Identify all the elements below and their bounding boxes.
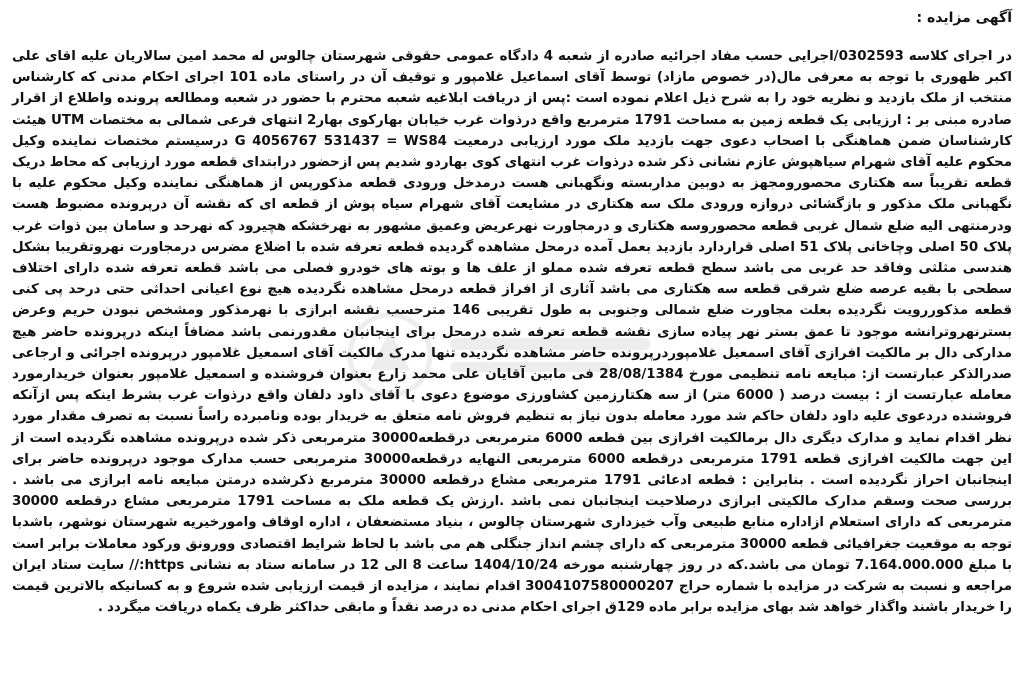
- notice-title: آگهی مزایده :: [916, 10, 1012, 26]
- notice-body-text: در اجرای کلاسه 0302593/اجرایی حسب مفاد اجرائیه صادره از شعبه 4 دادگاه عمومی حقوقی شهرستان چالوس له محمد امین سالاریان علیه اقای علی اکبر ظهوری با توجه به معرفی مال(در خصوص مازاد) توسط آقای اسماعیل غلامپور و توقیف آن در راستای ماده 101 اجرای احکام مدنی که کارشناس منتخب از ملک بازدید و نظریه خود را به شرح ذیل اعلام نموده است :پس از دریافت ابلاغیه شعبه محترم با حضور در شعبه ومطالعه پرونده واطلاع از اقرار صادره مبنی بر : ارزیابی یک قطعه زمین به مساحت 1791 مترمربع واقع درذوات غرب خیابان بهارکوی بهار2 انتهای فرعی شمالی به مختصات UTM هیئت کارشناسان ضمن هماهنگی با اصحاب دعوی جهت بازدید ملک مورد ارزیابی درمعیت G 4056767 531437 = WS84 درسیستم مختصات نماینده وکیل محکوم علیه آقای شهرام سیاهپوش عازم نشانی ذکر شده درذوات غرب انتهای کوی بهاردو شدیم پس ازحضور درابتدای قطعه مورد ارزیابی که محاط دریک قطعه تقریباً سه هکتاری محصورومجهز به دوبین مداربسته ونگهبانی هست درمدخل ورودی قطعه مذکورپس از هماهنگی نماینده وکیل محکوم علیه با نگهبانی ملک مذکور و بازگشائی دروازه ورودی ملک سه هکتاری در مشایعت آقای شهرام سیاه پوش از قطعه ای که نقشه آن درپرونده مضبوط هست ودرمنتهی الیه ضلع شمال غربی قطعه محصوروسه هکتاری و درمجاورت نهرعریض وعمیق مشهور به نهرخشکه هچیرود که نهرحد و سامان بین ذوات غرب پلاک 50 اصلی وچاخانی پلاک 51 اصلی قراردارد بازدید بعمل آمده درمحل مشاهده گردیده قطعه تعرفه شده با اضلاع مضرس درمجاورت نهروتقریبا بشکل هندسی مثلثی وفاقد حد غربی می باشد سطح قطعه تعرفه شده مملو از علف ها و بوته های خودرو فصلی می باشد قطعه تعرفه شده دارای اختلاف سطحی با بقیه عرصه ضلع شرقی قطعه سه هکتاری می باشد آثاری از افراز قطعه درمحل مشاهده نگردیده هیچ نوع اعیانی احداثی حتی درحد پی کنی قطعه مذکوررویت نگردیده بعلت مجاورت ضلع شمالی وجنوبی به طول تقریبی 146 مترحسب نقشه ابرازی با نهرمذکور ومشخص نبودن حریم وعرض بسترنهروترانشه موجود تا عمق بستر نهر پیاده سازی نقشه قطعه تعرفه شده درمحل برای اینجانبان مقدورنمی باشد مضافاً اینکه درپرونده حاضر هیچ مدارکی دال بر مالکیت افرازی آقای اسمعیل غلامپوردرپرونده حاضر مشاهده نگردیده تنها مدرک مالکیت آقای اسمعیل غلامپور درپرونده اجرائی و ارجاعی صدرالذکر عبارتست از: مبایعه نامه تنظیمی مورخ 28/08/1384 فی مابین آقایان علی محمد زارع بعنوان فروشنده و اسمعیل غلامپور بعنوان خریدارمورد معامله عبارتست از : بیست درصد ( 6000 متر) از سه هکتارزمین کشاورزی موضوع دعوی با آقای داود دلفان واقع درذوات غرب بشرط اینکه پس ازآنکه فروشنده دردعوی علیه داود دلفان حاکم شد مورد معامله بدون نیاز به تنظیم فروش نامه متعلق به خریدار بوده ونامبرده راساً نسبت به تصرف مقدار مورد نظر اقدام نماید و مدارک دیگری دال برمالکیت افرازی بین قطعه 6000 مترمربعی درقطعه30000 مترمربعی ذکر شده درپرونده مشاهده نگردیده است از این جهت مالکیت افرازی قطعه 1791 مترمربعی درقطعه 6000 مترمربعی النهایه درقطعه30000 مترمربعی حسب مدارک موجود درپرونده حاضر برای اینجانبان احراز نگردیده است . بنابراین : قطعه ادعائی 1791 مترمربعی مشاع درقطعه 30000 مترمربع ذکرشده درمتن مبایعه نامه ابرازی می باشد . بررسی صحت وسقم مدارک مالکیتی ابرازی درصلاحیت اینجانبان نمی باشد .ارزش یک قطعه ملک به مساحت 1791 مترمربعی مشاع درقطعه 30000 مترمربعی که دارای استعلام ازاداره منابع طبیعی وآب خیزداری شهرستان چالوس ، بنیاد مستضعفان ، اداره اوقاف وامورخیریه شهرستان نوشهر، باشدبا توجه به موقعیت جغرافیائی قطعه 30000 مترمربعی که دارای چشم انداز جنگلی هم می باشد با لحاظ شرایط اقتصادی وورونق وركود معاملات برابر است با مبلغ 7.164.000.000 تومان می باشد.که در روز چهارشنبه مورخه 1404/10/24 ساعت 8 الی 12 در سامانه ستاد به نشانی https:// سایت ستاد ایران مراجعه و نسبت به شرکت در مزایده با شماره حراج 3004107580000207 اقدام نمایند ، مزایده از قیمت ارزیابی شده شروع و به کسانیکه بالاترین قیمت را خریدار باشند واگذار خواهد شد بهای مزایده برابر ماده 129ق اجرای احکام مدنی ده درصد نقداً و مابقی حداکثر ظرف یکماه دریافت میگردد .: [12, 49, 1013, 616]
